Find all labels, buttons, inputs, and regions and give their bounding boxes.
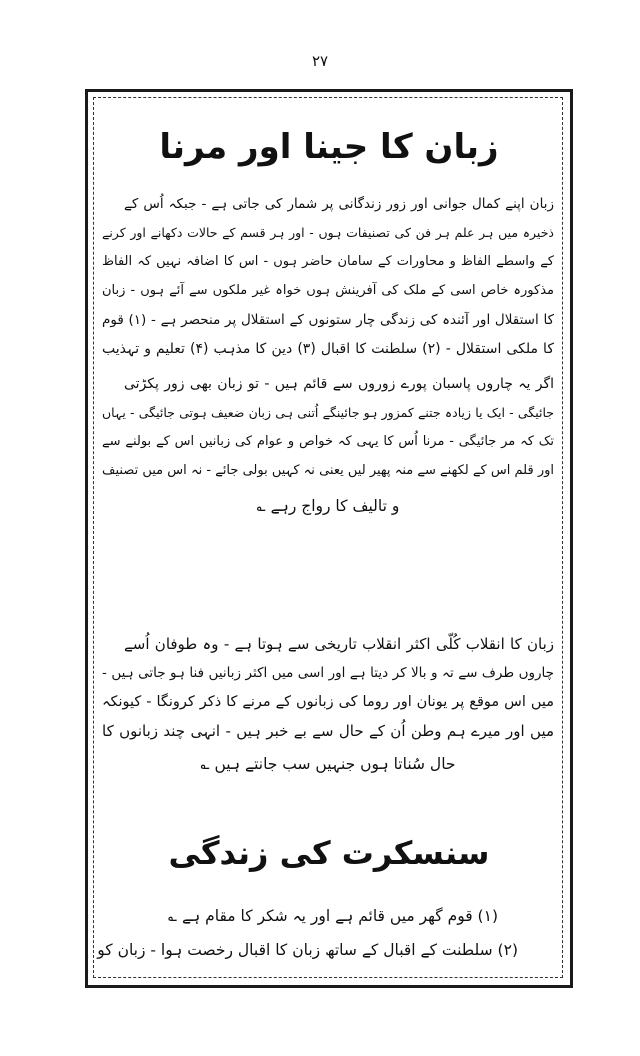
- text-line: میں اور میرے ہم وطن اُن کے حال سے بے خبر ہیں - انہی چند زبانوں کا: [102, 722, 554, 740]
- page-number: ۲۷: [311, 52, 329, 70]
- text-line: اگر یہ چاروں پاسبان پورے زوروں سے قائم ہیں - تو زبان بھی زور پکڑتی: [124, 376, 554, 392]
- text-line: میں اس موقع پر یونان اور روما کی زبانوں کے مرنے کا ذکر کرونگا - کیونکہ: [102, 694, 554, 710]
- text-line: کا ملکی استقلال - (۲) سلطنت کا اقبال (۳) دین کا مذہب (۴) تعلیم و تہذیب: [102, 341, 554, 357]
- text-line: ذخیرہ میں ہر علم ہر فن کی تصنیفات ہوں - اور ہر قسم کے حالات دکھانے اور کرنے: [102, 225, 554, 240]
- text-line: جائیگی - ایک یا زیادہ جتنے کمزور ہو جائینگے اُتنی ہی زبان ضعیف ہوتی جائیگی - یہاں: [102, 405, 554, 420]
- text-line: اور قلم اس کے لکھنے سے منہ پھیر لیں یعنی نہ کہیں بولی جائے - نہ اس میں تصنیف: [102, 463, 554, 478]
- page-content: [97, 105, 558, 975]
- text-line: کے واسطے الفاظ و محاورات کے سامان حاضر ہوں - اس کا اضافہ نہیں کہ الفاظ: [102, 254, 554, 269]
- text-line: مذکورہ خاص اسی کے ملک کی آفرینش ہوں خواہ غیر ملکوں سے آئے ہوں - زبان: [102, 283, 554, 298]
- text-line: و تالیف کا رواج رہے ؎: [256, 497, 400, 515]
- section-subheading: سنسکرت کی زندگی: [168, 834, 490, 872]
- list-item: (۱) قوم گھر میں قائم ہے اور یہ شکر کا مقام ہے ؎: [168, 907, 498, 925]
- article-title: زبان کا جینا اور مرنا: [159, 127, 499, 167]
- text-line: زبان کا انقلاب کُلّی اکثر انقلاب تاریخی سے ہوتا ہے - وہ طوفان اُسے: [124, 635, 554, 653]
- list-item: (۲) سلطنت کے اقبال کے ساتھ زبان کا اقبال رخصت ہوا - زبان کو: [97, 941, 518, 959]
- text-line: تک کہ مر جائیگی - مرنا اُس کا یہی کہ خواص و عوام کی زبانیں اس کے بولنے سے: [102, 434, 554, 449]
- text-line: حال سُناتا ہوں جنہیں سب جانتے ہیں ؎: [200, 755, 456, 773]
- text-line: زبان اپنے کمال جوانی اور زور زندگانی پر شمار کی جاتی ہے - جبکہ اُس کے: [124, 196, 554, 212]
- text-line: کا استقلال اور آئندہ کی زندگی چار ستونوں کے استقلال پر منحصر ہے - (۱) قوم: [102, 312, 554, 328]
- text-line: چاروں طرف سے تہ و بالا کر دیتا ہے اور اسی میں اکثر زبانیں فنا ہو جاتی ہیں -: [102, 665, 554, 681]
